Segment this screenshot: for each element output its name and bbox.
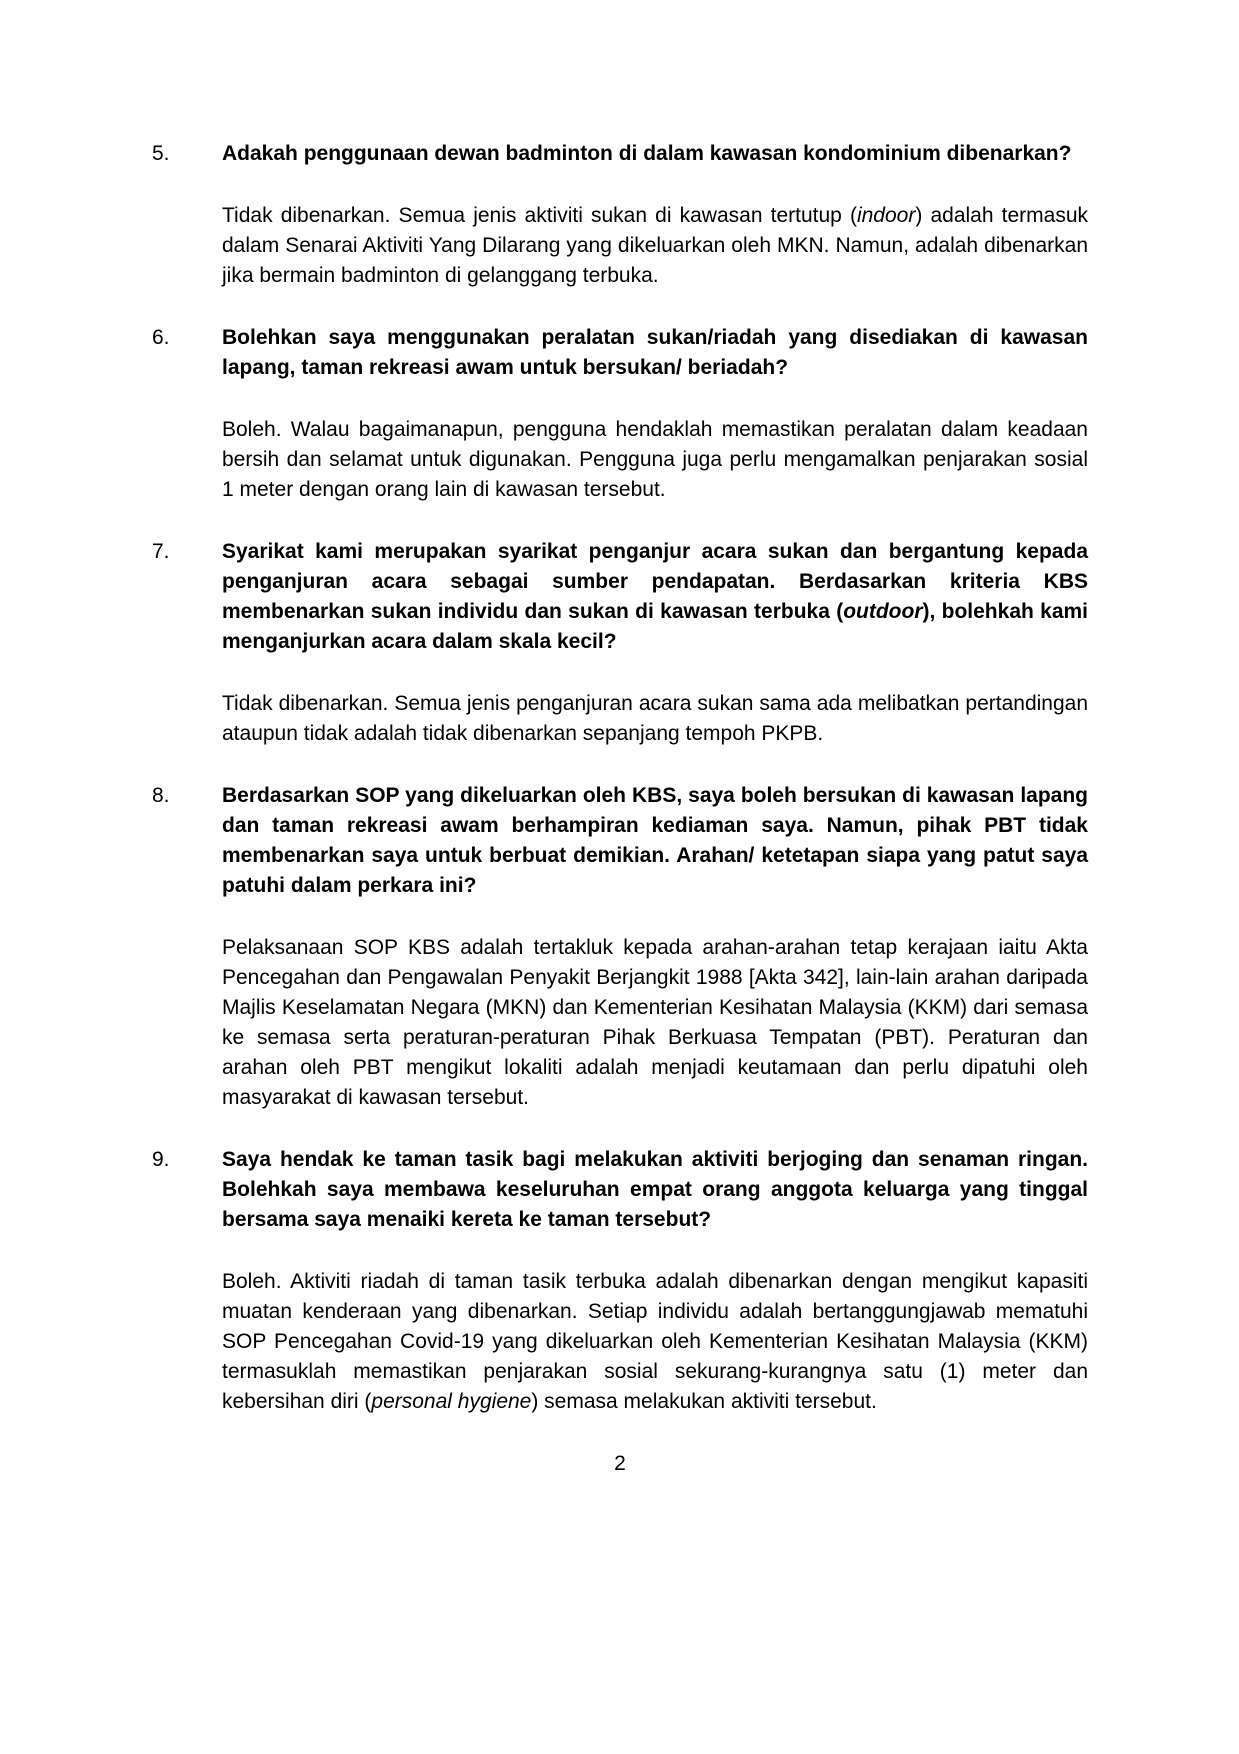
faq-item: [152, 1145, 1088, 1417]
text-run: ), bolehkah kami menganjurkan acara dalam skala kecil?: [222, 600, 1089, 653]
text-run: Boleh. Aktiviti riadah di taman tasik terbuka adalah dibenarkan dengan mengikut kapasiti muatan kenderaan yang dibenarkan. Setiap individu adalah bertanggungjawab mematuhi SOP Pencegahan Covid-19 yang dikeluarkan oleh Kementerian Kesihatan Malaysia (KKM) termasuklah memastikan penjarakan sosial sekurang-kurangnya satu (1) meter dan kebersihan diri (: [222, 1270, 1088, 1413]
faq-item-body: [222, 1145, 1088, 1417]
text-run: Bolehkan saya menggunakan peralatan sukan/riadah yang disediakan di kawasan lapang, taman rekreasi awam untuk bersukan/ beriadah?: [222, 326, 1088, 379]
question-text: [222, 323, 1088, 383]
text-run: Tidak dibenarkan. Semua jenis aktiviti sukan di kawasan tertutup (: [222, 204, 857, 227]
text-run: Pelaksanaan SOP KBS adalah tertakluk kepada arahan-arahan tetap kerajaan iaitu Akta Pencegahan dan Pengawalan Penyakit Berjangkit 1988 [Akta 342], lain-lain arahan daripada Majlis Keselamatan Negara (MKN) dan Kementerian Kesihatan Malaysia (KKM) dari semasa ke semasa serta peraturan-peraturan Pihak Berkuasa Tempatan (PBT). Peraturan dan arahan oleh PBT mengikut lokaliti adalah menjadi keutamaan dan perlu dipatuhi oleh masyarakat di kawasan tersebut.: [222, 936, 1088, 1109]
text-run: ) semasa melakukan aktiviti tersebut.: [531, 1390, 877, 1413]
faq-item-body: [222, 537, 1088, 749]
answer-text: [222, 1267, 1088, 1417]
text-run: Berdasarkan SOP yang dikeluarkan oleh KBS, saya boleh bersukan di kawasan lapang dan taman rekreasi awam berhampiran kediaman saya. Namun, pihak PBT tidak membenarkan saya untuk berbuat demikian. Arahan/ ketetapan siapa yang patut saya patuhi dalam perkara ini?: [222, 784, 1088, 897]
text-run: Syarikat kami merupakan syarikat penganjur acara sukan dan bergantung kepada penganjuran acara sebagai sumber pendapatan. Berdasarkan kriteria KBS membenarkan sukan individu dan sukan di kawasan terbuka (: [222, 540, 1088, 623]
text-run: ) adalah termasuk dalam Senarai Aktiviti Yang Dilarang yang dikeluarkan oleh MKN. Namun, adalah dibenarkan jika bermain badminton di gelanggang terbuka.: [222, 204, 1088, 287]
faq-item: [152, 781, 1088, 1113]
item-number: 8.: [152, 784, 170, 807]
text-run: Tidak dibenarkan. Semua jenis penganjuran acara sukan sama ada melibatkan pertandingan ataupun tidak adalah tidak dibenarkan sepanjang tempoh PKPB.: [222, 692, 1088, 745]
page-number: 2: [614, 1452, 626, 1475]
faq-item: [152, 323, 1088, 505]
text-run: Saya hendak ke taman tasik bagi melakukan aktiviti berjoging dan senaman ringan. Bolehkah saya membawa keseluruhan empat orang anggota keluarga yang tinggal bersama saya menaiki kereta ke taman tersebut?: [222, 1148, 1088, 1231]
text-run: Adakah penggunaan dewan badminton di dalam kawasan kondominium dibenarkan?: [222, 142, 1072, 165]
faq-item: [152, 139, 1088, 291]
text-run: outdoor: [843, 600, 923, 623]
answer-text: [222, 933, 1088, 1113]
faq-item-body: [222, 139, 1088, 291]
item-number: 5.: [152, 142, 170, 165]
item-number: 9.: [152, 1148, 170, 1171]
answer-text: [222, 415, 1088, 505]
text-run: personal hygiene: [371, 1390, 532, 1413]
text-run: Boleh. Walau bagaimanapun, pengguna hendaklah memastikan peralatan dalam keadaan bersih dan selamat untuk digunakan. Pengguna juga perlu mengamalkan penjarakan sosial 1 meter dengan orang lain di kawasan tersebut.: [222, 418, 1088, 501]
item-number: 6.: [152, 326, 170, 349]
question-text: [222, 139, 1088, 169]
faq-item-body: [222, 323, 1088, 505]
question-text: [222, 537, 1088, 657]
item-number: 7.: [152, 540, 170, 563]
question-text: [222, 1145, 1088, 1235]
faq-item: [152, 537, 1088, 749]
text-run: indoor: [856, 204, 916, 227]
answer-text: [222, 689, 1088, 749]
question-text: [222, 781, 1088, 901]
faq-item-body: [222, 781, 1088, 1113]
answer-text: [222, 201, 1088, 291]
